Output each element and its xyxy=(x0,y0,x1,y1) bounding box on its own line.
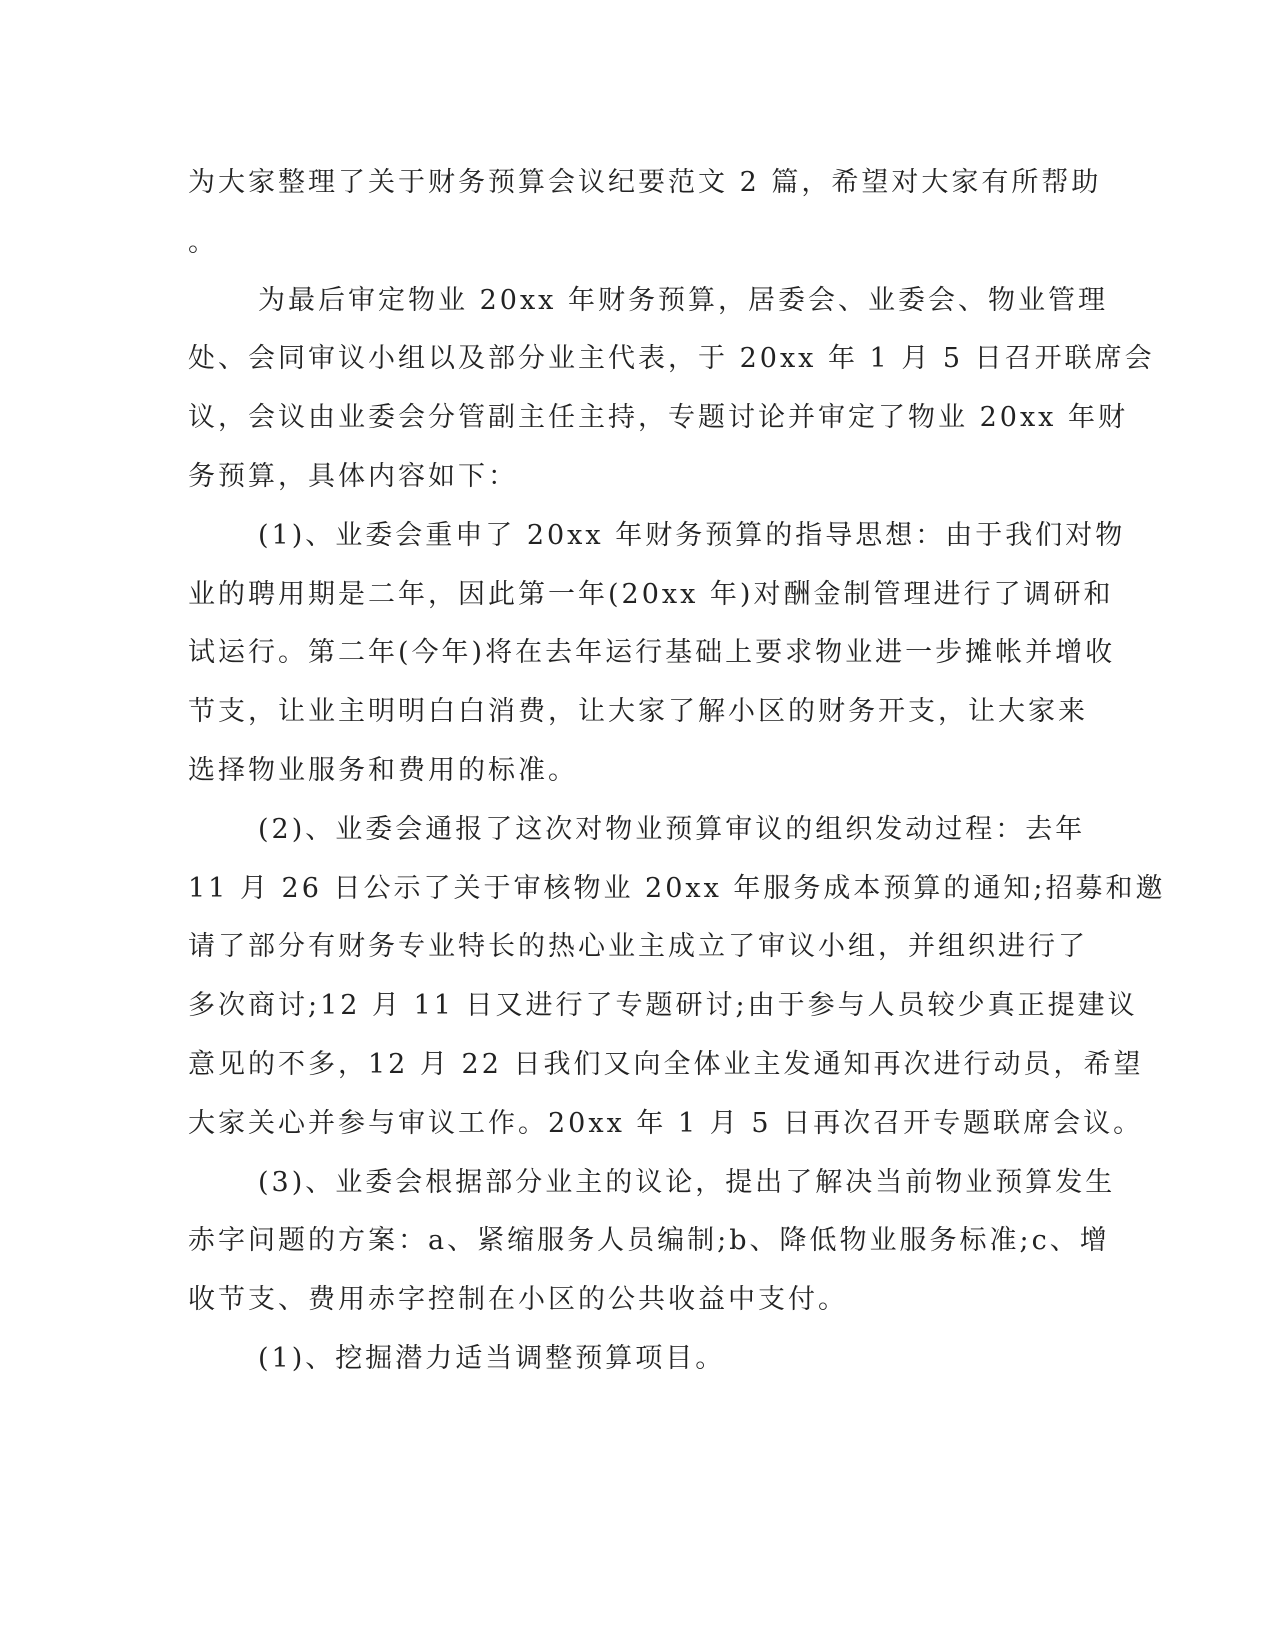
text-line-19: 赤字问题的方案：a、紧缩服务人员编制;b、降低物业服务标准;c、增 xyxy=(188,1225,1110,1256)
text-line-4: 处、会同审议小组以及部分业主代表，于 20xx 年 1 月 5 日召开联席会 xyxy=(188,343,1155,374)
text-line-1: 为大家整理了关于财务预算会议纪要范文 2 篇，希望对大家有所帮助 xyxy=(188,167,1102,198)
text-line-18: (3)、业委会根据部分业主的议论，提出了解决当前物业预算发生 xyxy=(258,1167,1116,1198)
text-line-13: 11 月 26 日公示了关于审核物业 20xx 年服务成本预算的通知;招募和邀 xyxy=(188,873,1166,904)
text-line-2: 。 xyxy=(188,227,218,258)
text-line-14: 请了部分有财务专业特长的热心业主成立了审议小组，并组织进行了 xyxy=(188,931,1088,962)
text-line-5: 议，会议由业委会分管副主任主持，专题讨论并审定了物业 20xx 年财 xyxy=(188,402,1128,433)
text-line-20: 收节支、费用赤字控制在小区的公共收益中支付。 xyxy=(188,1284,848,1315)
text-line-11: 选择物业服务和费用的标准。 xyxy=(188,755,578,786)
text-line-12: (2)、业委会通报了这次对物业预算审议的组织发动过程：去年 xyxy=(258,814,1086,845)
text-line-8: 业的聘用期是二年，因此第一年(20xx 年)对酬金制管理进行了调研和 xyxy=(188,579,1114,610)
text-line-7: (1)、业委会重申了 20xx 年财务预算的指导思想：由于我们对物 xyxy=(258,520,1126,551)
text-line-17: 大家关心并参与审议工作。20xx 年 1 月 5 日再次召开专题联席会议。 xyxy=(188,1108,1144,1139)
text-line-15: 多次商讨;12 月 11 日又进行了专题研讨;由于参与人员较少真正提建议 xyxy=(188,990,1138,1021)
text-line-16: 意见的不多，12 月 22 日我们又向全体业主发通知再次进行动员，希望 xyxy=(188,1049,1144,1080)
text-line-3: 为最后审定物业 20xx 年财务预算，居委会、业委会、物业管理 xyxy=(258,285,1108,316)
text-line-9: 试运行。第二年(今年)将在去年运行基础上要求物业进一步摊帐并增收 xyxy=(188,637,1116,668)
text-line-21: (1)、挖掘潜力适当调整预算项目。 xyxy=(258,1343,726,1374)
text-line-10: 节支，让业主明明白白消费，让大家了解小区的财务开支，让大家来 xyxy=(188,696,1088,727)
text-line-6: 务预算，具体内容如下： xyxy=(188,461,518,492)
